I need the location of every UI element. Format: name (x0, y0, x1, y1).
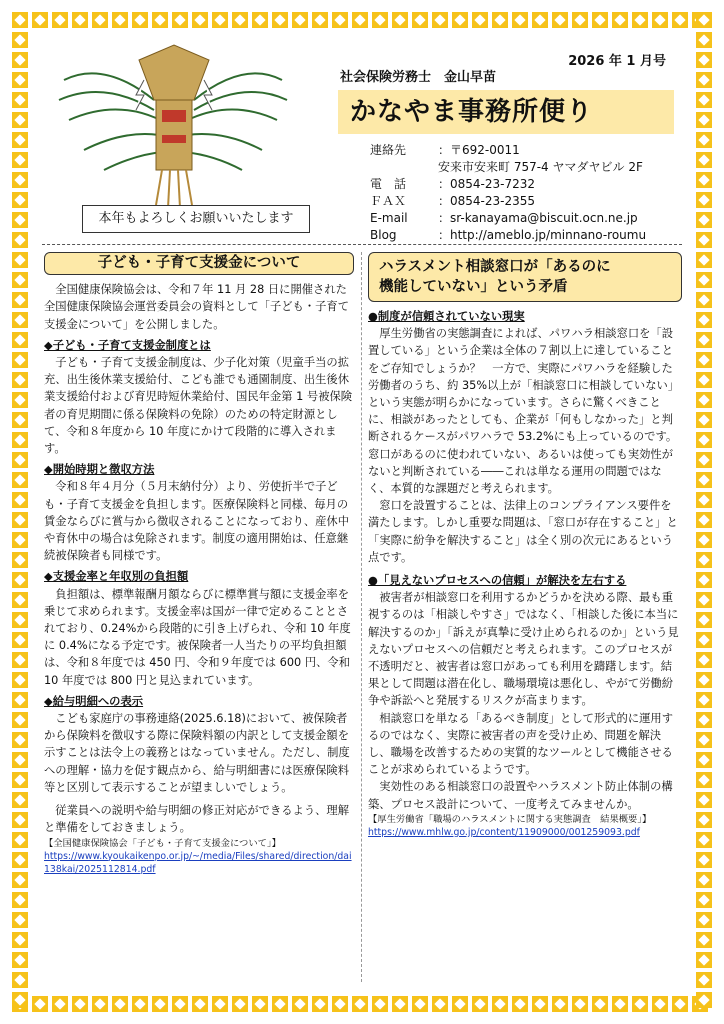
frame-tile (572, 12, 588, 28)
contact-row: E-mail ：sr-kanayama@biscuit.ocn.ne.jp (370, 211, 638, 225)
frame-tile (12, 452, 28, 468)
frame-tile (12, 432, 28, 448)
frame-tile (12, 992, 28, 1008)
frame-tile (696, 592, 712, 608)
frame-tile (232, 996, 248, 1012)
frame-tile (696, 332, 712, 348)
frame-tile (696, 532, 712, 548)
frame-tile (12, 12, 28, 28)
frame-tile (696, 772, 712, 788)
frame-tile (472, 12, 488, 28)
frame-tile (212, 12, 228, 28)
right-article (368, 252, 682, 839)
frame-tile (12, 352, 28, 368)
frame-tile (696, 952, 712, 968)
frame-tile (332, 12, 348, 28)
frame-tile (392, 996, 408, 1012)
frame-tile (392, 12, 408, 28)
frame-tile (696, 892, 712, 908)
frame-tile (552, 12, 568, 28)
frame-tile (332, 996, 348, 1012)
frame-tile (696, 992, 712, 1008)
frame-tile (696, 172, 712, 188)
frame-tile (696, 352, 712, 368)
issue-date: 2026 年 1 月号 (568, 54, 666, 69)
frame-tile (452, 12, 468, 28)
frame-tile (696, 52, 712, 68)
source-link[interactable]: https://www.mhlw.go.jp/content/11909000/001259093.pdf (368, 826, 640, 838)
frame-tile (12, 372, 28, 388)
section-heading: ◆開始時期と徴収方法 (44, 463, 155, 477)
greeting-banner: 本年もよろしくお願いいたします (82, 205, 310, 233)
frame-tile (696, 192, 712, 208)
frame-tile (696, 832, 712, 848)
frame-tile (312, 996, 328, 1012)
frame-tile (12, 232, 28, 248)
frame-tile (12, 712, 28, 728)
frame-tile (112, 996, 128, 1012)
frame-tile (132, 996, 148, 1012)
frame-tile (696, 852, 712, 868)
frame-tile (72, 12, 88, 28)
frame-tile (696, 292, 712, 308)
frame-tile (552, 996, 568, 1012)
frame-tile (12, 812, 28, 828)
frame-tile (72, 996, 88, 1012)
frame-tile (696, 692, 712, 708)
frame-tile (32, 996, 48, 1012)
frame-tile (12, 172, 28, 188)
frame-tile (696, 652, 712, 668)
frame-tile (12, 72, 28, 88)
frame-tile (12, 872, 28, 888)
paragraph: 負担額は、標準報酬月額ならびに標準賞与額に支援金率を乗じて求められます。支援金率は国が一律で定めることとされており、0.24%から段階的に引き上げられ、令和 10 年度に 0.4%になる予定です。被保険者一人当たりの平均負担額は、令和８年度では 450 円、令和９年度では 600 円、令和 10 年度では 800 円と見込まれています。 (44, 587, 351, 687)
frame-tile (472, 996, 488, 1012)
frame-tile (696, 72, 712, 88)
frame-tile (252, 12, 268, 28)
newsletter-title: かなやま事務所便り (350, 97, 594, 127)
frame-tile (12, 792, 28, 808)
frame-tile (12, 512, 28, 528)
frame-tile (292, 996, 308, 1012)
frame-tile (12, 192, 28, 208)
left-article (44, 252, 354, 876)
frame-tile (696, 492, 712, 508)
frame-tile (12, 652, 28, 668)
frame-tile (12, 412, 28, 428)
contact-row: 電 話 ：0854-23-7232 (370, 177, 536, 191)
frame-tile (12, 312, 28, 328)
frame-tile (372, 12, 388, 28)
frame-tile (696, 372, 712, 388)
frame-tile (696, 312, 712, 328)
source-label: 【厚生労働省「職場のハラスメントに関する実態調査 結果概要」】 (368, 813, 652, 825)
intro-paragraph: 全国健康保険協会は、令和７年 11 月 28 日に開催された全国健康保険協会運営委員会の資料として「子ども・子育て支援金について」を公開しました。 (44, 283, 350, 331)
frame-tile (512, 12, 528, 28)
section-heading: ●「見えないプロセスへの信頼」が解決を左右する (368, 574, 627, 588)
section-heading: ◆支援金率と年収別の負担額 (44, 570, 189, 584)
frame-tile (696, 712, 712, 728)
right-heading-line: 機能していない」という矛盾 (379, 279, 568, 295)
frame-tile (672, 12, 688, 28)
frame-tile (12, 32, 28, 48)
source-label: 【全国健康保険協会「子ども・子育て支援金について」】 (44, 837, 281, 849)
frame-tile (696, 612, 712, 628)
frame-top (12, 12, 712, 28)
contact-block (370, 142, 646, 244)
frame-tile (412, 996, 428, 1012)
frame-tile (632, 996, 648, 1012)
frame-left (12, 12, 28, 1012)
right-heading-line: ハラスメント相談窓口が「あるのに (379, 259, 611, 275)
frame-tile (696, 972, 712, 988)
frame-tile (572, 996, 588, 1012)
paragraph: 厚生労働省の実態調査によれば、パワハラ相談窓口を「設置している」という企業は全体の７割以上に達していることをご存知でしょうか？ 一方で、実際にパワハラを経験した労働者のうち、約 35%以上が「相談窓口に相談していない」という実態が明らかになっています。さらに驚くべきことに、相談があったとしても、企業が「何もしなかった」と判断されるケースがパワハラで 53.2%にも上っているのです。窓口があるのに使われていない、あるいは使っても実効性がないと判断されている――これは単なる運用の問題ではなく、本質的な課題だと考えられます。 (368, 327, 680, 496)
frame-tile (492, 996, 508, 1012)
frame-tile (12, 532, 28, 548)
frame-tile (696, 272, 712, 288)
frame-tile (12, 912, 28, 928)
frame-tile (696, 572, 712, 588)
frame-tile (92, 12, 108, 28)
frame-tile (12, 672, 28, 688)
frame-tile (52, 996, 68, 1012)
frame-tile (12, 212, 28, 228)
frame-tile (696, 512, 712, 528)
frame-tile (252, 996, 268, 1012)
frame-tile (152, 996, 168, 1012)
paragraph: こども家庭庁の事務連絡(2025.6.18)において、被保険者から保険料を徴収する際に保険料額の内訳として支援金額を示すことは法令上の義務とはなっていません。ただし、制度への理解・協力を促す観点から、給与明細書には医療保険料等と区別して表示することが望ましいでしょう。 (44, 712, 350, 794)
frame-tile (352, 12, 368, 28)
frame-tile (696, 912, 712, 928)
frame-tile (696, 732, 712, 748)
frame-tile (652, 996, 668, 1012)
frame-tile (12, 852, 28, 868)
frame-tile (192, 996, 208, 1012)
frame-tile (696, 672, 712, 688)
frame-tile (272, 996, 288, 1012)
frame-tile (696, 212, 712, 228)
frame-tile (12, 552, 28, 568)
frame-tile (12, 952, 28, 968)
frame-tile (592, 12, 608, 28)
frame-tile (696, 632, 712, 648)
frame-tile (696, 12, 712, 28)
section-heading: ●制度が信頼されていない現実 (368, 310, 525, 323)
frame-tile (372, 996, 388, 1012)
frame-tile (112, 12, 128, 28)
frame-tile (592, 996, 608, 1012)
frame-tile (52, 12, 68, 28)
paragraph: 相談窓口を単なる「あるべき制度」として形式的に運用するのではなく、実際に被害者の声を受け止め、問題を解決し、職場を改善するための実質的なツールとして機能させることが求められているようです。 (368, 711, 674, 777)
section-heading: ◆給与明細への表示 (44, 694, 144, 708)
frame-tile (612, 12, 628, 28)
contact-row: ＦＡＸ ：0854-23-2355 (370, 194, 536, 208)
paragraph: 子ども・子育て支援金制度は、少子化対策（児童手当の拡充、出生後休業支援給付、こども誰でも通園制度、出生後休業支援給付および育児時短休業給付、国民年金第 1 号被保険者の育児期間に係る保険料の免除）のための特定財源として、令和８年度から 10 年度にかけて段階的に導入されます。 (44, 356, 353, 456)
frame-tile (12, 892, 28, 908)
frame-tile (12, 152, 28, 168)
frame-tile (12, 692, 28, 708)
frame-tile (696, 812, 712, 828)
frame-tile (12, 52, 28, 68)
frame-tile (12, 272, 28, 288)
frame-tile (272, 12, 288, 28)
paragraph: 窓口を設置することは、法律上のコンプライアンス要件を満たします。しかし重要な問題は、「窓口が存在すること」と「実際に紛争を解決すること」は全く別の次元にあるという点です。 (368, 499, 678, 564)
frame-tile (12, 132, 28, 148)
frame-right (696, 12, 712, 1012)
paragraph: 被害者が相談窓口を利用するかどうかを決める際、最も重視するのは「相談しやすさ」ではなく、「相談した後に本当に解決するのか」「訴えが真摯に受け止められるのか」という見えないプロセスへの信頼だと考えられます。このプロセスが不透明だと、被害者は窓口があっても利用を躊躇します。結果として問題は潜在化し、職場環境は悪化し、やがて労働紛争や訴訟へと発展するリスクが高まります。 (368, 591, 679, 708)
header-divider (42, 244, 682, 245)
frame-tile (132, 12, 148, 28)
frame-tile (696, 552, 712, 568)
frame-tile (632, 12, 648, 28)
frame-tile (696, 152, 712, 168)
frame-tile (452, 996, 468, 1012)
frame-tile (12, 932, 28, 948)
frame-tile (696, 872, 712, 888)
frame-tile (696, 472, 712, 488)
frame-tile (12, 632, 28, 648)
frame-tile (696, 432, 712, 448)
frame-tile (352, 996, 368, 1012)
frame-tile (12, 392, 28, 408)
contact-row: Blog ：http://ameblo.jp/minnano-roumu (370, 228, 647, 242)
frame-tile (432, 12, 448, 28)
frame-tile (12, 972, 28, 988)
frame-tile (172, 996, 188, 1012)
column-separator (361, 252, 362, 982)
contact-row: 連絡先 ：〒692-0011 (370, 143, 520, 157)
author-name: 社会保険労務士 金山早苗 (340, 70, 497, 85)
frame-tile (696, 392, 712, 408)
frame-tile (12, 292, 28, 308)
frame-tile (432, 996, 448, 1012)
frame-tile (12, 332, 28, 348)
frame-tile (696, 792, 712, 808)
frame-tile (412, 12, 428, 28)
paragraph: 従業員への説明や給与明細の修正対応ができるよう、理解と準備をしておきましょう。 (44, 804, 350, 835)
frame-tile (292, 12, 308, 28)
frame-tile (12, 592, 28, 608)
frame-tile (652, 12, 668, 28)
frame-tile (696, 132, 712, 148)
frame-bottom (12, 996, 712, 1012)
frame-tile (12, 252, 28, 268)
frame-tile (532, 996, 548, 1012)
frame-tile (12, 612, 28, 628)
frame-tile (696, 452, 712, 468)
paragraph: 令和８年４月分（５月末納付分）より、労使折半で子ども・子育て支援金を負担します。医療保険料と同様、毎月の賃金ならびに賞与から徴収されることになっており、産休中や育休中の場合は免除されます。制度の適用開始は、任意継続被保険者も同様です。 (44, 480, 350, 563)
frame-tile (696, 412, 712, 428)
frame-tile (492, 12, 508, 28)
left-heading: 子ども・子育て支援金について (44, 252, 354, 275)
right-heading (368, 252, 682, 302)
frame-tile (672, 996, 688, 1012)
frame-tile (152, 12, 168, 28)
frame-tile (232, 12, 248, 28)
frame-tile (696, 32, 712, 48)
frame-tile (12, 112, 28, 128)
frame-tile (192, 12, 208, 28)
frame-tile (12, 832, 28, 848)
frame-tile (12, 492, 28, 508)
frame-tile (696, 92, 712, 108)
frame-tile (696, 252, 712, 268)
frame-tile (12, 92, 28, 108)
paragraph: 実効性のある相談窓口の設置やハラスメント防止体制の構築、プロセス設計について、一度考えてみませんか。 (368, 780, 673, 811)
contact-row: 安来市安来町 757-4 ヤマダヤビル 2F (438, 160, 643, 174)
frame-tile (12, 472, 28, 488)
frame-tile (172, 12, 188, 28)
source-link[interactable]: https://www.kyoukaikenpo.or.jp/~/media/Files/shared/direction/dai138kai/2025112814.pdf (44, 850, 352, 875)
frame-tile (612, 996, 628, 1012)
frame-tile (12, 772, 28, 788)
section-heading: ◆子ども・子育て支援金制度とは (44, 338, 211, 352)
frame-tile (12, 752, 28, 768)
frame-tile (212, 996, 228, 1012)
frame-tile (696, 932, 712, 948)
frame-tile (512, 996, 528, 1012)
frame-tile (696, 752, 712, 768)
frame-tile (532, 12, 548, 28)
frame-tile (12, 732, 28, 748)
frame-tile (92, 996, 108, 1012)
frame-tile (12, 572, 28, 588)
frame-tile (696, 232, 712, 248)
frame-tile (312, 12, 328, 28)
frame-tile (696, 112, 712, 128)
frame-tile (32, 12, 48, 28)
